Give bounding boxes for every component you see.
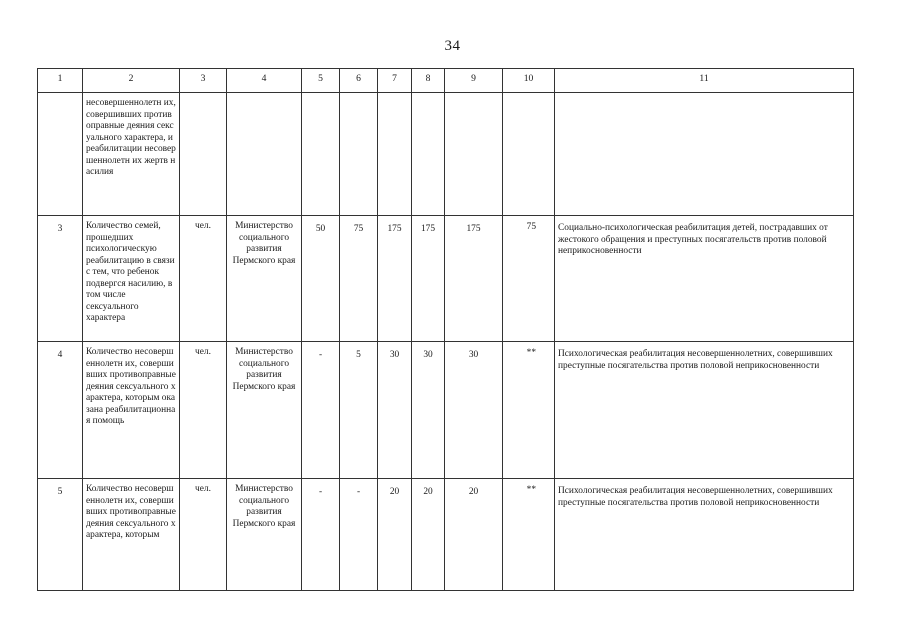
column-number-9: 9	[445, 69, 503, 93]
indicator-description-text: Количество несовершеннолетн их, совершивших противоправные деяния сексуального характера, которым оказана реабилитационная помощь	[86, 347, 176, 426]
value-col6: 75	[340, 216, 378, 342]
value-col8: 20	[412, 479, 445, 591]
indicator-description-text: Количество несовершеннолетн их, совершивших противоправные деяния сексуального характера, которым	[86, 484, 176, 540]
unit-cell	[180, 93, 227, 216]
column-number-4: 4	[227, 69, 302, 93]
indicator-description: Количество семей, прошедших психологическую реабилитацию в связи с тем, что ребенок подвергся насилию, в том числе сексуального характера	[83, 216, 180, 342]
column-number-3: 3	[180, 69, 227, 93]
executor-cell: Министерство социального развития Пермского края	[227, 216, 302, 342]
table-row	[38, 479, 854, 591]
table-row	[38, 216, 854, 342]
value-col7	[378, 93, 412, 216]
indicator-description	[83, 342, 180, 479]
value-col9: 175	[445, 216, 503, 342]
value-col5: 50	[302, 216, 340, 342]
value-col7: 30	[378, 342, 412, 479]
value-col8: 175	[412, 216, 445, 342]
page-number: 34	[444, 38, 461, 54]
column-number-7: 7	[378, 69, 412, 93]
unit-cell: чел.	[180, 342, 227, 479]
program-indicators-table	[37, 68, 854, 591]
column-number-5: 5	[302, 69, 340, 93]
value-col10: 75	[503, 216, 555, 342]
table-row	[38, 342, 854, 479]
note-cell: Психологическая реабилитация несовершеннолетних, совершивших преступные посягательства против половой неприкосновенности	[555, 479, 854, 591]
value-col7: 20	[378, 479, 412, 591]
value-col5	[302, 93, 340, 216]
column-number-1: 1	[38, 69, 83, 93]
value-col5: -	[302, 342, 340, 479]
executor-cell: Министерство социального развития Пермского края	[227, 479, 302, 591]
value-col7: 175	[378, 216, 412, 342]
row-number: 4	[38, 342, 83, 479]
row-number-cell	[38, 93, 83, 216]
value-col6: 5	[340, 342, 378, 479]
table-row-continuation	[38, 93, 854, 216]
value-col9	[445, 93, 503, 216]
column-number-2: 2	[83, 69, 180, 93]
executor-cell	[227, 93, 302, 216]
indicator-description-text: несовершеннолетн их, совершивших противоправные деяния сексуального характера, и реабилитации несовершеннолетн их жертв насилия	[86, 98, 176, 177]
unit-cell: чел.	[180, 216, 227, 342]
note-cell: Социально-психологическая реабилитация детей, пострадавших от жестокого обращения и преступных посягательств против половой неприкосновенности	[555, 216, 854, 342]
unit-cell: чел.	[180, 479, 227, 591]
column-number-11: 11	[555, 69, 854, 93]
value-col8: 30	[412, 342, 445, 479]
column-number-6: 6	[340, 69, 378, 93]
value-col10: **	[503, 342, 555, 479]
indicator-description	[83, 479, 180, 591]
value-col5: -	[302, 479, 340, 591]
indicator-description	[83, 93, 180, 216]
note-cell: Психологическая реабилитация несовершеннолетних, совершивших преступные посягательства против половой неприкосновенности	[555, 342, 854, 479]
column-numbers-row	[38, 69, 854, 93]
value-col6: -	[340, 479, 378, 591]
executor-cell: Министерство социального развития Пермского края	[227, 342, 302, 479]
value-col9: 30	[445, 342, 503, 479]
value-col8	[412, 93, 445, 216]
column-number-8: 8	[412, 69, 445, 93]
value-col9: 20	[445, 479, 503, 591]
row-number: 5	[38, 479, 83, 591]
value-col10	[503, 93, 555, 216]
note-cell	[555, 93, 854, 216]
row-number: 3	[38, 216, 83, 342]
value-col6	[340, 93, 378, 216]
value-col10: **	[503, 479, 555, 591]
column-number-10: 10	[503, 69, 555, 93]
